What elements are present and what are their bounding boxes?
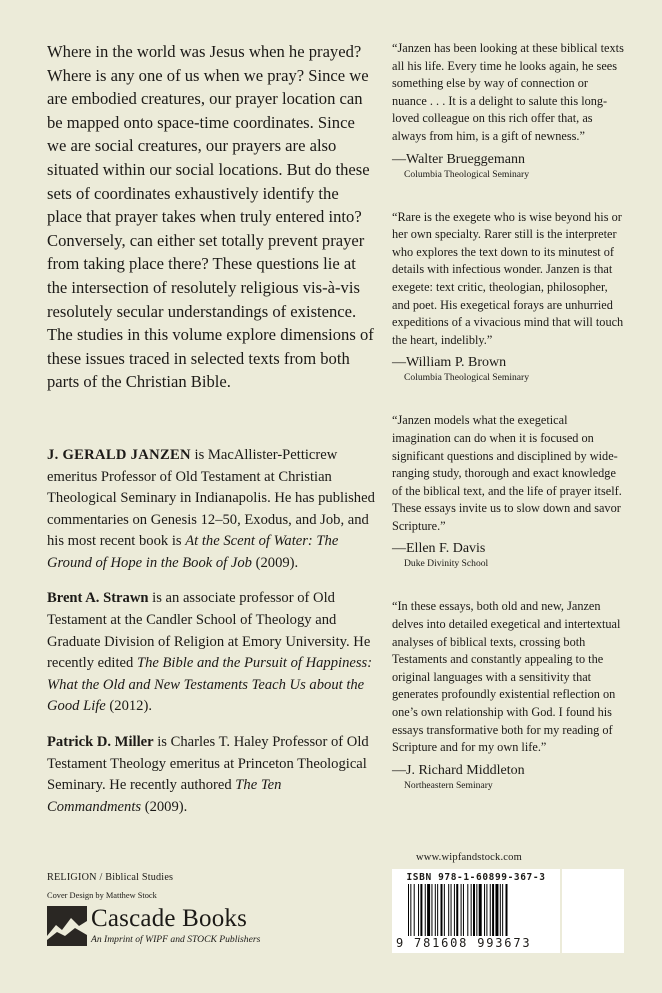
author-bio-strawn: [47, 588, 375, 718]
endorsement-quote: “Rare is the exegete who is wise beyond his or her own specialty. Rarer still is the interpreter who explores the text down to its minutest of details with infectious wonder. Janzen is that exegete: text critic, theologian, philosopher, and poet. His exegetical forays are unhurried expeditions of a vivacious mind that will touch the heart, indelibly.”: [392, 209, 624, 347]
bio-text: is MacAllister-Petticrew emeritus Professor of Old Testament at Christian Theological Seminary in Indianapolis. He has published commentaries on Genesis 12–50, Exodus, and Job, and his most recent book is: [47, 446, 375, 550]
book-title: At the Scent of Water: The Ground of Hope in the Book of Job: [47, 533, 339, 571]
endorsement: [392, 209, 624, 385]
barcode-digits: 9 781608 993673: [396, 936, 532, 950]
barcode-bars: [408, 884, 556, 940]
bio-text: is an associate professor of Old Testament at the Candler School of Theology and Graduate Division of Religion at Emory University. He recently edited: [47, 590, 371, 672]
bio-text-end: (2009).: [251, 554, 299, 571]
endorser-name: —J. Richard Middleton: [392, 762, 525, 778]
publisher-name: Cascade Books: [91, 905, 248, 932]
book-title: The Ten Commandments: [47, 777, 282, 815]
endorser-institution: Northeastern Seminary: [404, 779, 493, 791]
endorser-name: —William P. Brown: [392, 355, 507, 371]
publisher-text: [91, 906, 260, 945]
book-title: The Bible and the Pursuit of Happiness: What the Old and New Testaments Teach Us about the Good Life: [47, 655, 373, 715]
bio-text-end: (2009).: [141, 798, 188, 815]
footer-publisher-info: [47, 872, 347, 946]
endorsement: [392, 412, 624, 570]
publisher-logo: [47, 906, 347, 946]
endorser-institution: Columbia Theological Seminary: [404, 168, 530, 180]
isbn-barcode: [392, 869, 560, 953]
endorsement: [392, 40, 624, 181]
isbn-label: ISBN 978-1-60899-367-3: [406, 872, 546, 883]
publisher-website: www.wipfandstock.com: [416, 852, 522, 863]
endorser-name: —Ellen F. Davis: [392, 541, 486, 557]
bio-text-end: (2012).: [105, 698, 152, 715]
endorsements-column: [392, 40, 624, 820]
endorsement-quote: “Janzen models what the exegetical imagination can do when it is focused on significant questions and disciplined by wide-ranging study, thorough and exact knowledge of the biblical text, and the life of prayer itself. These essays invite us to slow down and savor Scripture.”: [392, 413, 622, 533]
author-name: Patrick D. Miller: [47, 734, 154, 751]
book-description: Where in the world was Jesus when he prayed? Where is any one of us when we pray? Since we are embodied creatures, our prayer location can be mapped onto space-time coordinates. Since we are social creatures, our prayers are also situated within our social locations. But do these sets of coordinates exhaustively identify the place that prayer takes when truly entered into? Conversely, can either set totally prevent prayer from taking place there? These questions lie at the intersection of resolutely religious vis-à-vis resolutely secular understandings of existence. The studies in this volume explore dimensions of these issues traced in selected texts from both parts of the Christian Bible.: [47, 42, 374, 392]
author-name: Brent A. Strawn: [47, 590, 149, 607]
endorser-institution: Duke Divinity School: [404, 558, 489, 570]
category-label: RELIGION / Biblical Studies: [47, 872, 174, 883]
endorsement: [392, 598, 624, 791]
endorsement-quote: “Janzen has been looking at these biblical texts all his life. Every time he looks again, he sees something else by way of connection or nuance . . . It is a delight to salute this long-loved colleague on this rich offer that, as always from him, is a gift of newness.”: [392, 41, 624, 143]
back-cover-left-column: [47, 40, 375, 832]
bio-text: is Charles T. Haley Professor of Old Testament Theology emeritus at Princeton Theological Seminary. He recently authored: [47, 734, 369, 794]
author-bio-miller: [47, 732, 375, 818]
endorser-institution: Columbia Theological Seminary: [404, 372, 530, 384]
cover-design-credit: Cover Design by Matthew Stock: [47, 891, 157, 900]
price-barcode-area: [562, 869, 624, 953]
endorsement-quote: “In these essays, both old and new, Janzen delves into detailed exegetical and intertextual analyses of biblical texts, crossing both Testaments and constantly appealing to the original languages with a sensitivity that generates profoundly existential reflection on one’s own relationship with God. I found his essays transformative both for my reading of Scripture and for my own life.”: [392, 599, 621, 755]
author-name: J. GERALD JANZEN: [47, 446, 191, 463]
publisher-subtitle: An Imprint of WIPF and STOCK Publishers: [91, 934, 261, 945]
endorser-name: —Walter Brueggemann: [392, 151, 525, 167]
mountains-icon: [47, 906, 87, 946]
author-bio-janzen: [47, 445, 375, 575]
